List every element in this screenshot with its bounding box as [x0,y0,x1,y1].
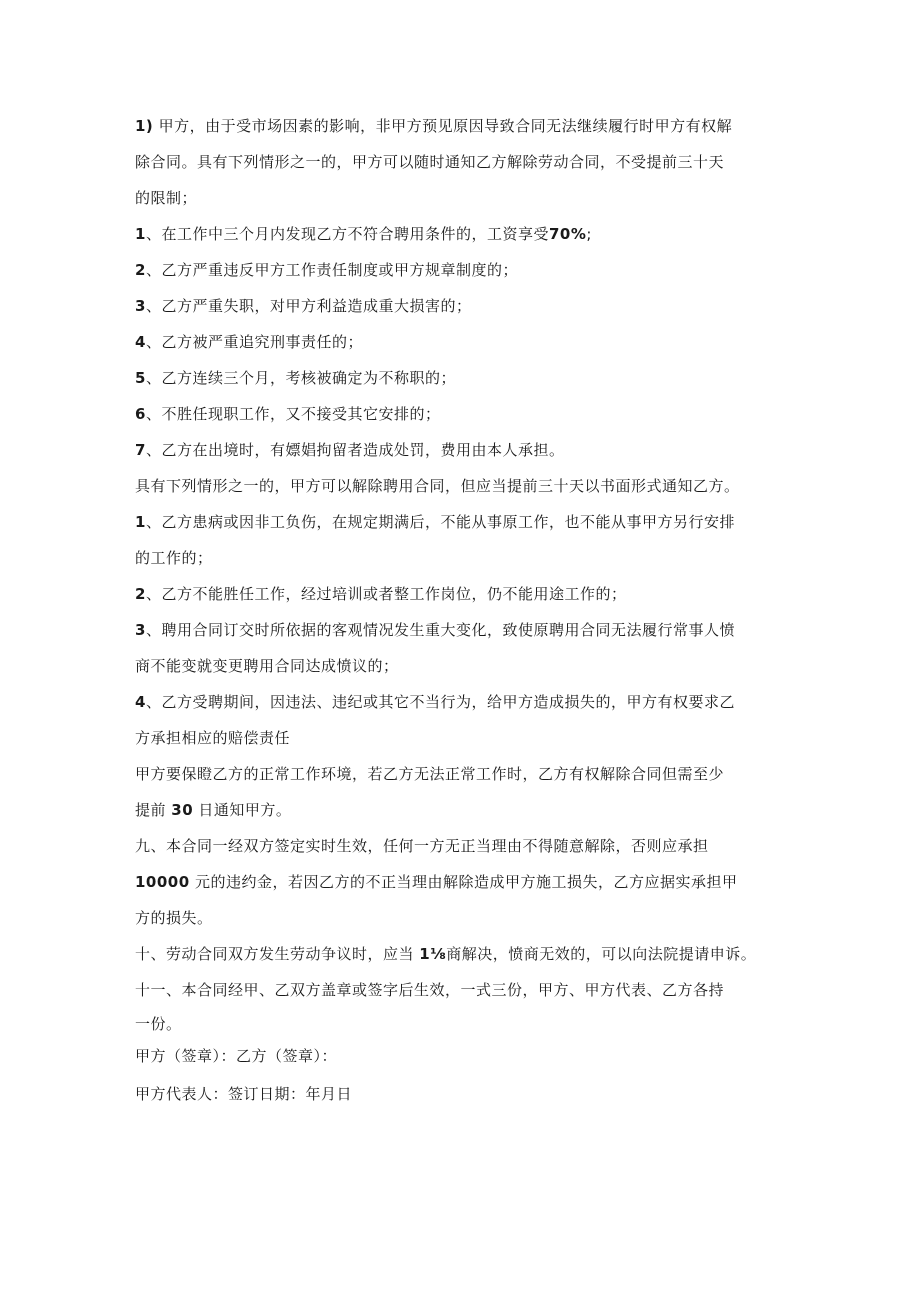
text-line: 甲方要保瞪乙方的正常工作环境，若乙方无法正常工作时，乙方有权解除合同但需至少 [135,765,725,783]
text-line: 提前 30 日通知甲方。 [135,801,292,819]
list-item: 1、在工作中三个月内发现乙方不符合聘用条件的，工资享受70%; [135,225,592,243]
signature-line: 甲方（签章）：乙方（签章）： [135,1047,338,1065]
text-line: 除合同。具有下列情形之一的，甲方可以随时通知乙方解除劳动合同，不受提前三十天 [135,153,725,171]
list-item: 2、乙方严重违反甲方工作责任制度或甲方规章制度的； [135,261,518,279]
list-item: 7、乙方在出境时，有嫖娼拘留者造成处罚，费用由本人承担。 [135,441,565,459]
text-line: 10000 元的违约金，若因乙方的不正当理由解除造成甲方施工损失，乙方应据实承担甲 [135,873,738,891]
text-line: 商不能变就变更聘用合同达成愤议的； [135,657,399,675]
list-item: 3、聘用合同订交时所依据的客观情况发生重大变化，致使原聘用合同无法履行常事人愤 [135,621,735,639]
list-item: 4、乙方被严重追究刑事责任的； [135,333,363,351]
list-item: 5、乙方连续三个月，考核被确定为不称职的； [135,369,456,387]
text-line: 具有下列情形之一的，甲方可以解除聘用合同，但应当提前三十天以书面形式通知乙方。 [135,477,740,495]
clause-eleven: 十一、本合同经甲、乙双方盖章或签字后生效，一式三份，甲方、甲方代表、乙方各持 [135,981,725,999]
text-line: 一份。 [135,1015,182,1033]
contract-document [135,108,795,1112]
list-item: 4、乙方受聘期间，因违法、违纪或其它不当行为，给甲方造成损失的，甲方有权要求乙 [135,693,735,711]
text-line: 的限制； [135,189,198,207]
text-line: 1) 甲方，由于受市场因素的影响，非甲方预见原因导致合同无法继续履行时甲方有权解 [135,117,733,135]
signature-date-line: 甲方代表人：签订日期：年月日 [135,1085,353,1103]
list-item: 6、不胜任现职工作，又不接受其它安排的； [135,405,441,423]
text-line: 方的损失。 [135,909,213,927]
text-line: 的工作的； [135,549,213,567]
list-item: 3、乙方严重失职，对甲方利益造成重大损害的； [135,297,472,315]
text-line: 方承担相应的赔偿责任 [135,729,291,747]
list-item: 1、乙方患病或因非工负伤，在规定期满后，不能从事原工作，也不能从事甲方另行安排 [135,513,735,531]
clause-ten: 十、劳动合同双方发生劳动争议时，应当 1⅛商解决，愤商无效的，可以向法院提请申诉。 [135,945,757,963]
list-item: 2、乙方不能胜任工作，经过培训或者整工作岗位，仍不能用途工作的； [135,585,627,603]
clause-nine: 九、本合同一经双方签定实时生效，任何一方无正当理由不得随意解除，否则应承担 [135,837,709,855]
